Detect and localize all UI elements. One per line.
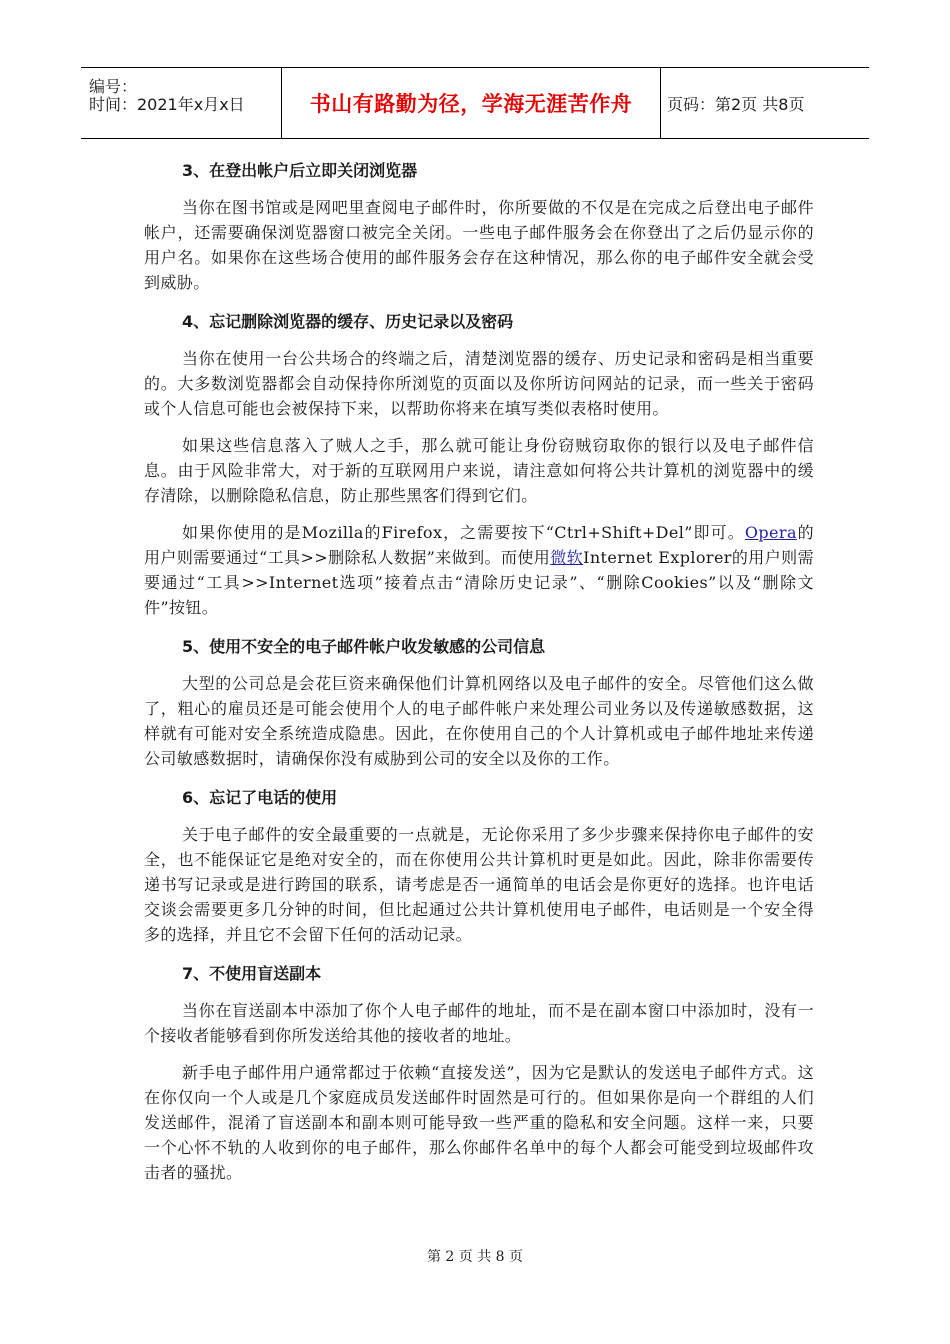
paragraph: 当你在使用一台公共场合的终端之后，清楚浏览器的缓存、历史记录和密码是相当重要的。大多数浏览器都会自动保持你所浏览的页面以及你所访问网站的记录，而一些关于密码或个人信息可能也会被保持下来，以帮助你将来在填写类似表格时使用。 bbox=[144, 349, 814, 418]
paragraph: 关于电子邮件的安全最重要的一点就是，无论你采用了多少步骤来保持你电子邮件的安全，也不能保证它是绝对安全的，而在你使用公共计算机时更是如此。因此，除非你需要传递书写记录或是进行跨国的联系，请考虑是否一通简单的电话会是你更好的选择。也许电话交谈会需要更多几分钟的时间，但比起通过公共计算机使用电子邮件，电话则是一个安全得多的选择，并且它不会留下任何的活动记录。 bbox=[144, 825, 814, 944]
paragraph-text: 的用户则需要通过“工具>>删除私人数据”来做到。而使用 bbox=[144, 523, 814, 567]
page-footer: 第 2 页 共 8 页 bbox=[426, 1249, 524, 1265]
opera-link[interactable]: Opera bbox=[744, 523, 797, 542]
section-heading: 5、使用不安全的电子邮件帐户收发敏感的公司信息 bbox=[182, 637, 546, 656]
paragraph: 如果这些信息落入了贼人之手，那么就可能让身份窃贼窃取你的银行以及电子邮件信息。由于风险非常大，对于新的互联网用户来说，请注意如何将公共计算机的浏览器中的缓存清除，以删除隐私信息，防止那些黑客们得到它们。 bbox=[144, 436, 814, 505]
paragraph: 当你在盲送副本中添加了你个人电子邮件的地址，而不是在副本窗口中添加时，没有一个接收者能够看到你所发送给其他的接收者的地址。 bbox=[144, 1001, 814, 1045]
header-page-cell bbox=[661, 68, 869, 138]
section-heading: 6、忘记了电话的使用 bbox=[182, 788, 338, 807]
paragraph: 新手电子邮件用户通常都过于依赖“直接发送”，因为它是默认的发送电子邮件方式。这在你仅向一个人或是几个家庭成员发送邮件时固然是可行的。但如果你是向一个群组的人们发送邮件，混淆了盲送副本和副本则可能导致一些严重的隐私和安全问题。这样一来，只要一个心怀不轨的人收到你的电子邮件，那么你邮件名单中的每个人都会可能受到垃圾邮件攻击者的骚扰。 bbox=[144, 1063, 814, 1182]
paragraph: 大型的公司总是会花巨资来确保他们计算机网络以及电子邮件的安全。尽管他们这么做了，粗心的雇员还是可能会使用个人的电子邮件帐户来处理公司业务以及传递敏感数据，这样就有可能对安全系统造成隐患。因此，在你使用自己的个人计算机或电子邮件地址来传递公司敏感数据时，请确保你没有威胁到公司的安全以及你的工作。 bbox=[144, 674, 814, 768]
paragraph-with-links bbox=[144, 520, 814, 620]
section-heading: 4、忘记删除浏览器的缓存、历史记录以及密码 bbox=[182, 312, 514, 331]
paragraph-text: Internet Explorer的用户则需要通过“工具>>Internet选项”接着点击“清除历史记录”、“删除Cookies”以及“删除文件”按钮。 bbox=[144, 548, 814, 617]
document-body bbox=[144, 148, 814, 1197]
section-heading: 3、在登出帐户后立即关闭浏览器 bbox=[182, 161, 418, 180]
document-number-label: 编号： bbox=[89, 77, 138, 96]
header-motto-cell bbox=[282, 68, 661, 138]
page-indicator: 页码：第2页 共8页 bbox=[667, 94, 805, 114]
section-heading: 7、不使用盲送副本 bbox=[182, 964, 322, 983]
microsoft-link[interactable]: 微软 bbox=[550, 548, 584, 567]
paragraph: 当你在图书馆或是网吧里查阅电子邮件时，你所要做的不仅是在完成之后登出电子邮件帐户，还需要确保浏览器窗口被完全关闭。一些电子邮件服务会在你登出了之后仍显示你的用户名。如果你在这些场合使用的邮件服务会存在这种情况，那么你的电子邮件安全就会受到威胁。 bbox=[144, 198, 814, 292]
header-meta-cell bbox=[81, 68, 282, 138]
motto-text: 书山有路勤为径，学海无涯苦作舟 bbox=[309, 92, 633, 116]
paragraph-text: 如果你使用的是Mozilla的Firefox，之需要按下“Ctrl+Shift+Del”即可。 bbox=[182, 523, 745, 542]
document-date-label: 时间：2021年x月x日 bbox=[89, 95, 245, 114]
page-header-table bbox=[81, 67, 869, 139]
